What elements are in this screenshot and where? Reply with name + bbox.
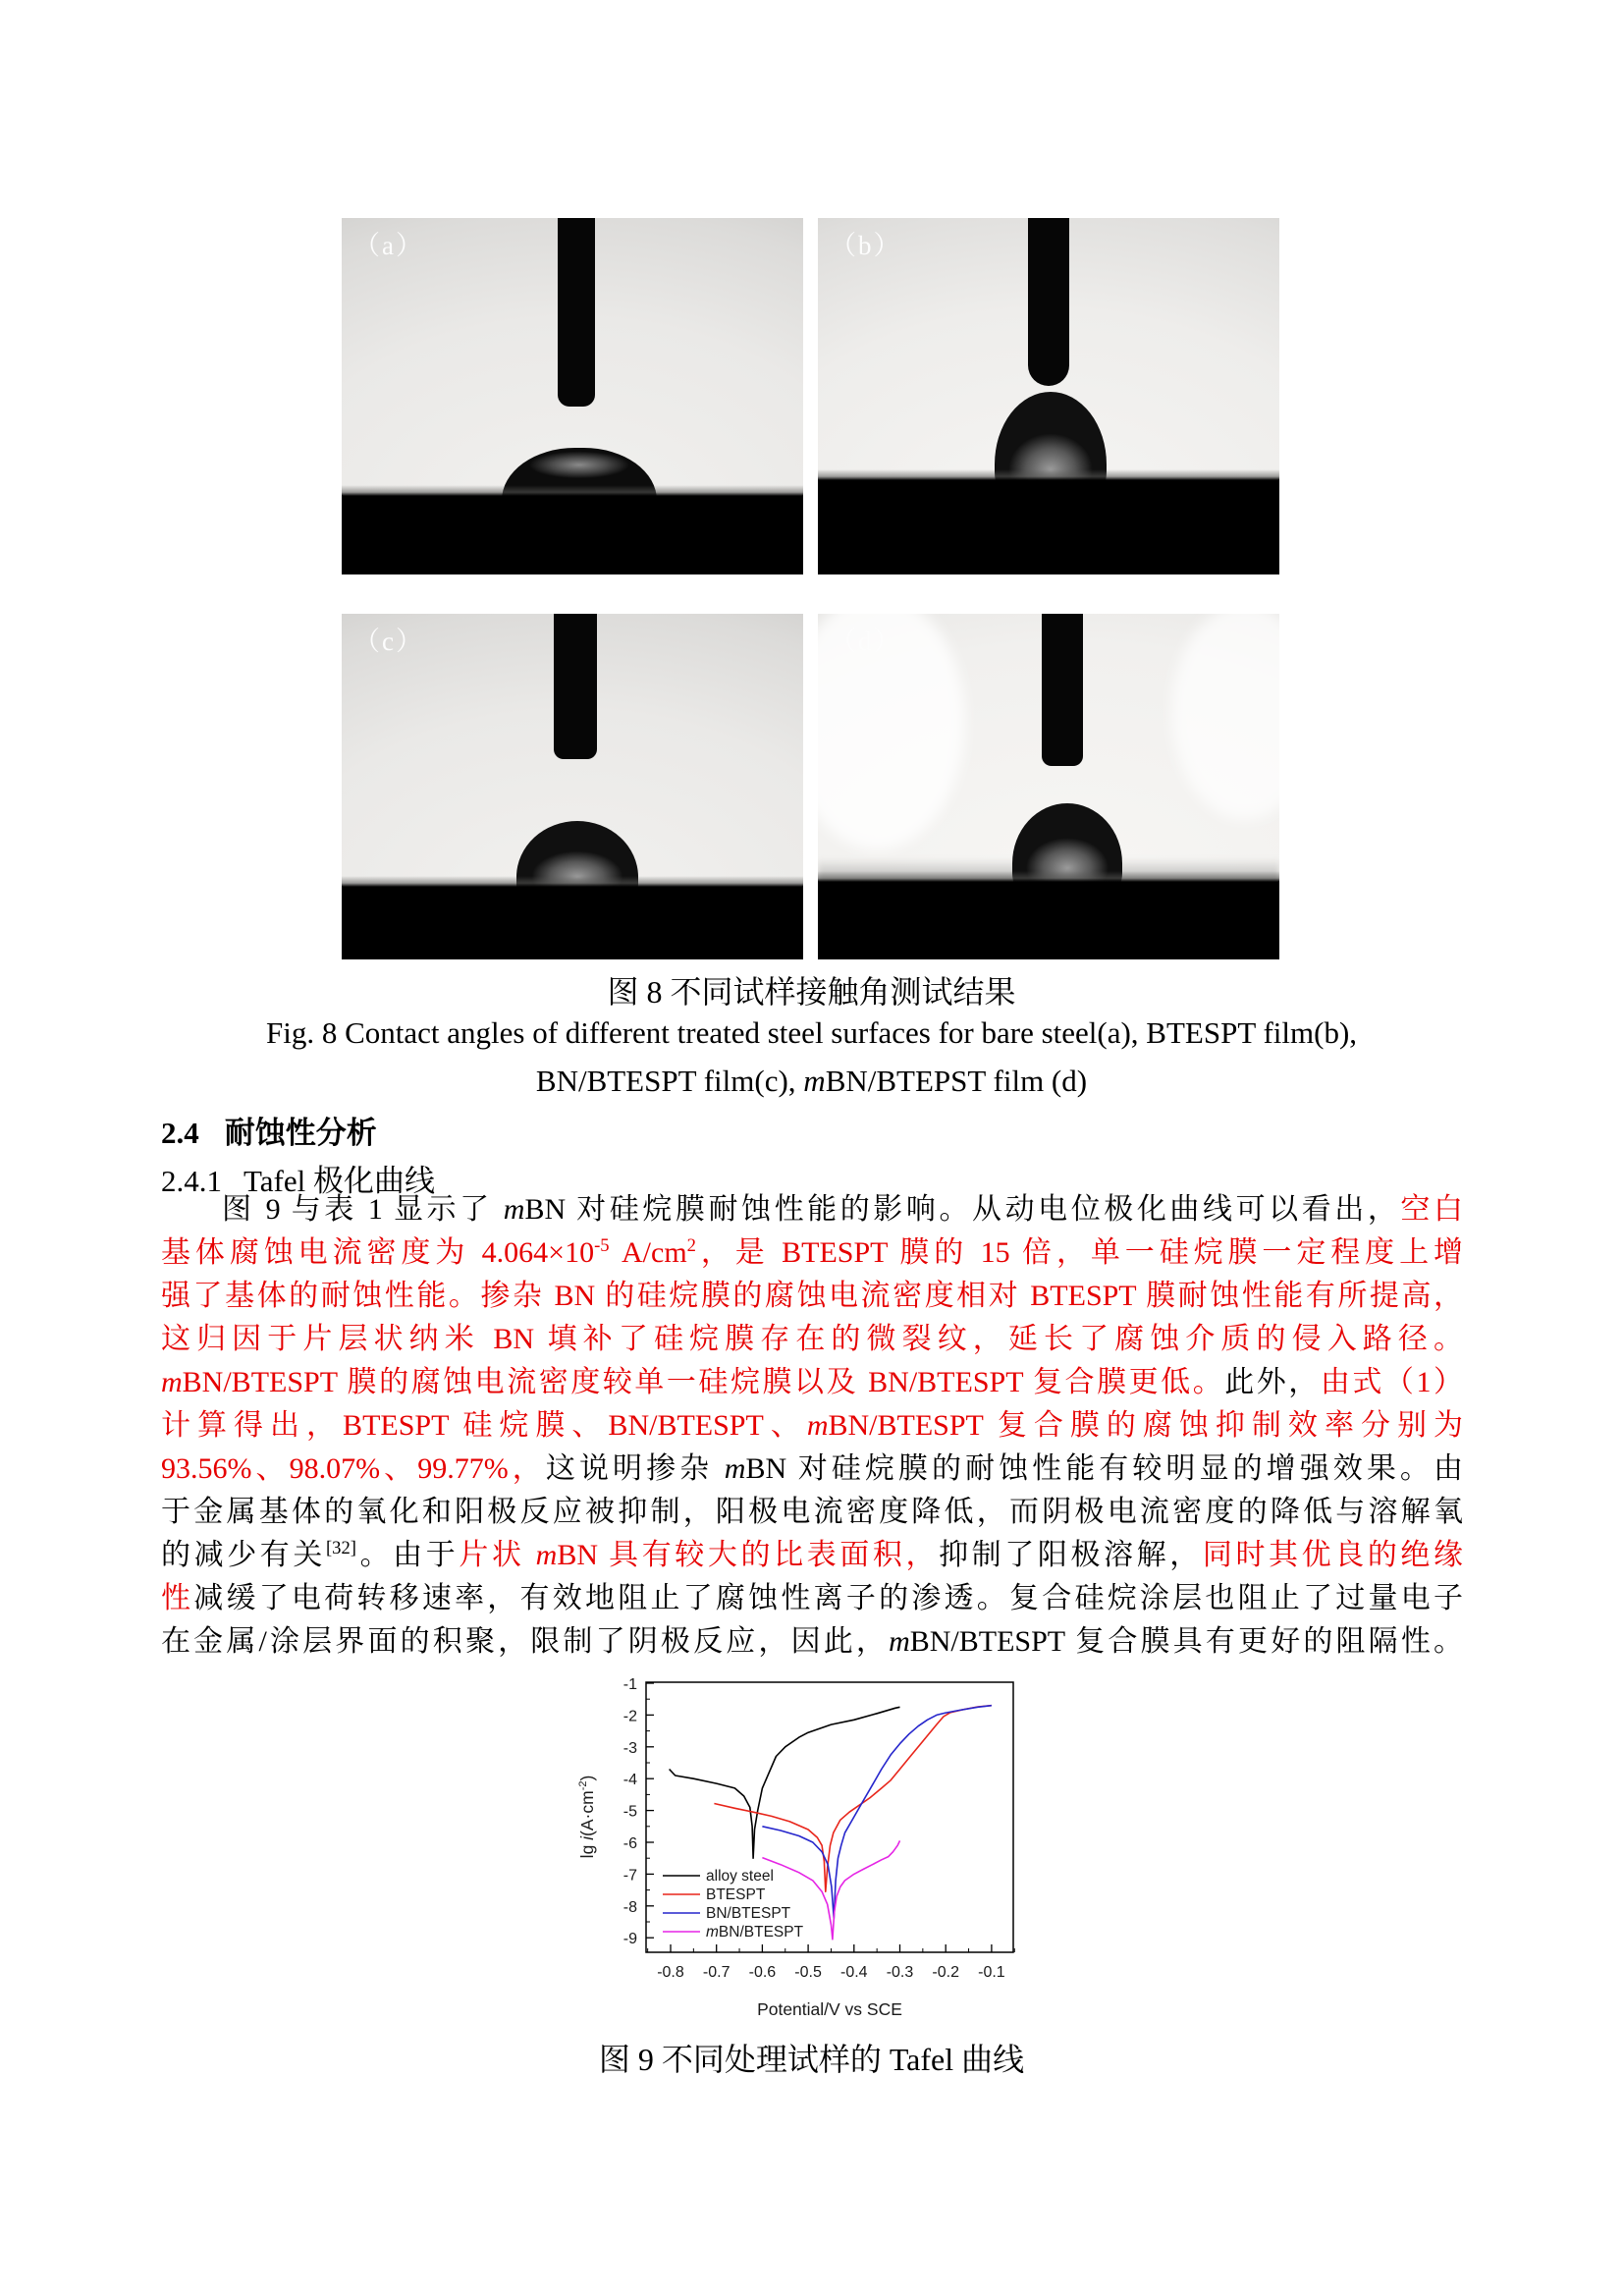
legend-label: alloy steel: [706, 1868, 774, 1885]
section-number: 2.4: [161, 1116, 199, 1150]
photo-label-b: （b）: [830, 231, 902, 260]
legend-label: BTESPT: [706, 1886, 766, 1903]
body-line: 性减缓了电荷转移速率，有效地阻止了腐蚀性离子的渗透。复合硅烷涂层也阻止了过量电子: [161, 1582, 1464, 1614]
figure9-tafel-chart: [569, 1669, 1085, 2062]
sample-surface: [342, 496, 803, 574]
body-line: 强了基体的耐蚀性能。掺杂 BN 的硅烷膜的腐蚀电流密度相对 BTESPT 膜耐蚀性能有所提高，: [161, 1280, 1463, 1312]
legend-label: mBN/BTESPT: [706, 1924, 804, 1941]
body-line: 计算得出，BTESPT 硅烷膜、BN/BTESPT、mBN/BTESPT 复合膜的腐蚀抑制效率分别为: [161, 1409, 1463, 1442]
section-title: Tafel 极化曲线: [243, 1164, 435, 1198]
y-tick-label: -4: [622, 1772, 637, 1789]
contact-angle-photo-d: [818, 614, 1279, 959]
body-line: 这归因于片层状纳米 BN 填补了硅烷膜存在的微裂纹，延长了腐蚀介质的侵入路径。: [161, 1323, 1463, 1355]
sample-surface: [342, 887, 803, 959]
y-tick-label: -7: [622, 1867, 637, 1885]
legend: [663, 1868, 804, 1941]
x-tick-label: -0.5: [794, 1964, 822, 1981]
y-tick-label: -9: [622, 1931, 637, 1948]
y-tick-label: -1: [622, 1676, 637, 1693]
x-tick-label: -0.6: [748, 1964, 777, 1981]
overexposed-patch: [1171, 614, 1279, 820]
section-number: 2.4.1: [161, 1164, 222, 1198]
tafel-plot: [569, 1669, 1085, 2062]
body-line: 在金属/涂层界面的积聚，限制了阴极反应，因此，mBN/BTESPT 复合膜具有更好的阻隔性。: [161, 1625, 1463, 1658]
y-tick-label: -3: [622, 1739, 637, 1757]
x-tick-label: -0.4: [840, 1964, 868, 1981]
syringe-needle: [1028, 218, 1069, 386]
sample-surface: [818, 480, 1279, 574]
legend-label: BN/BTESPT: [706, 1905, 791, 1922]
y-tick-label: -2: [622, 1708, 637, 1725]
body-line: 的减少有关[32]。由于片状 mBN 具有较大的比表面积，抑制了阳极溶解，同时其优良的绝缘: [161, 1538, 1464, 1571]
syringe-needle: [554, 614, 597, 759]
body-line: 93.56%、98.07%、99.77%，这说明掺杂 mBN 对硅烷膜的耐蚀性能有较明显的增强效果。由: [161, 1452, 1463, 1485]
body-line: 基体腐蚀电流密度为 $4.064\times 10^{-5}$ $A/cm^2$，是 BTESPT 膜的 15 倍，单一硅烷膜一定程度上增: [161, 1235, 1464, 1269]
body-line: 于金属基体的氧化和阳极反应被抑制，阳极电流密度降低，而阴极电流密度的降低与溶解氧: [161, 1496, 1463, 1528]
body-paragraph: [161, 1188, 1463, 1664]
x-tick-label: -0.2: [932, 1964, 959, 1981]
figure8-caption-en-line2: BN/BTESPT film(c), mBN/BTEPST film (d): [535, 1064, 1088, 1098]
contact-angle-photo-c: [342, 614, 803, 959]
plot-frame: [646, 1682, 1013, 1952]
syringe-needle: [1042, 614, 1083, 766]
photo-label-a: （a）: [353, 231, 424, 260]
figure8-photo-grid: [342, 218, 1279, 959]
body-line: 图 9 与表 1 显示了 mBN 对硅烷膜耐蚀性能的影响。从动电位极化曲线可以看出，空白: [222, 1193, 1463, 1226]
x-tick-label: -0.3: [886, 1964, 914, 1981]
x-tick-label: -0.7: [702, 1964, 730, 1981]
y-axis-title: $\lg i(A\cdot cm^{-2})$: [577, 1775, 597, 1859]
series-alloy-steel: [670, 1707, 900, 1858]
axes: [623, 1676, 1014, 1981]
figure9-caption: 图 9 不同处理试样的 Tafel 曲线: [598, 2042, 1025, 2077]
contact-angle-photo-b: [818, 218, 1279, 574]
series-bn-btespt: [762, 1706, 992, 1919]
body-line: mBN/BTESPT 膜的腐蚀电流密度较单一硅烷膜以及 BN/BTESPT 复合膜更低。此外，由式（1）: [161, 1366, 1464, 1398]
y-tick-label: -6: [622, 1835, 637, 1852]
figure8-caption-en-line1: Fig. 8 Contact angles of different treated steel surfaces for bare steel(a), BTESPT film(b),: [265, 1015, 1358, 1050]
contact-angle-photo-a: [342, 218, 803, 574]
y-tick-label: -8: [622, 1898, 637, 1916]
y-tick-label: -5: [622, 1803, 637, 1821]
x-tick-label: -0.1: [978, 1964, 1005, 1981]
photo-label-c: （c）: [353, 627, 424, 656]
x-tick-label: -0.8: [657, 1964, 684, 1981]
figure8-caption-zh: 图 8 不同试样接触角测试结果: [607, 974, 1016, 1010]
section-heading-2-4: [161, 1108, 377, 1152]
sample-surface: [818, 882, 1279, 959]
x-axis-title: Potential/V vs SCE: [757, 1999, 902, 2019]
syringe-needle: [558, 218, 595, 407]
section-title: 耐蚀性分析: [224, 1116, 377, 1150]
photo-label-d: （d）: [830, 627, 902, 656]
series-btespt: [714, 1706, 992, 1892]
